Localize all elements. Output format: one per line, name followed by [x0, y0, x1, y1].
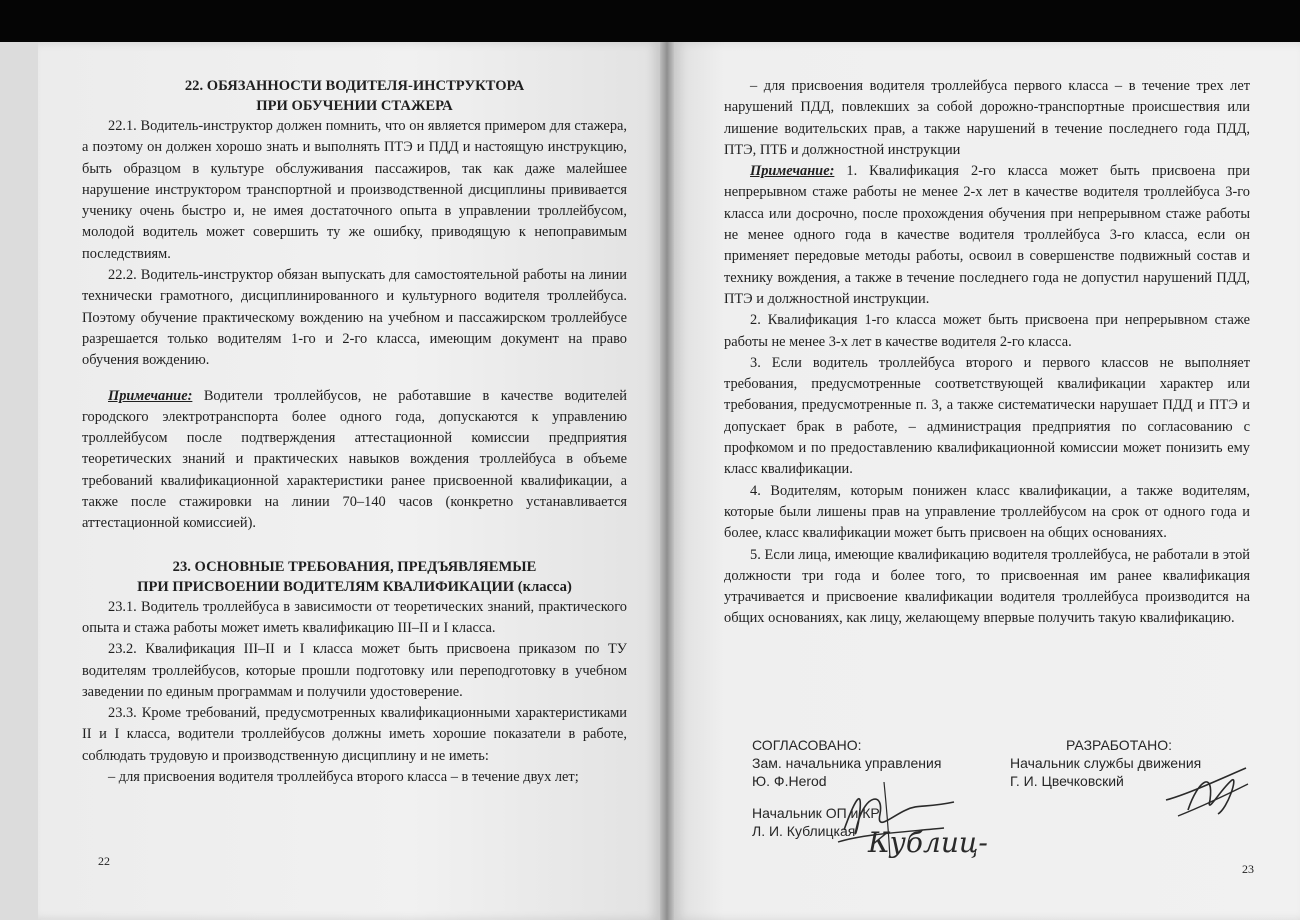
note-item-2: 2. Квалификация 1-го класса может быть присвоена при непрерывном стаже работы не менее 3-х лет в качестве водителя 2-го класса. — [724, 312, 1250, 350]
right-text-column — [724, 76, 1250, 630]
left-page — [38, 42, 660, 920]
note-item-3: 3. Если водитель троллейбуса второго и первого классов не выполняет требования, предусмотренные соответствующей квалификации характер или требования, предусмотренные п. 3, а также систематически нарушает ПДД и ПТЭ и допускает брак в работе, – администрация предприятия по согласованию с профкомом и по предоставлению квалификационной комиссии может понизить ему класс квалификации. — [724, 354, 1250, 478]
developed-name: Г. И. Цвечковский — [1010, 773, 1124, 789]
note-text-left: Водители троллейбусов, не работавшие в качестве водителей городского электротранспорта более одного года, допускаются к управлению троллейбусом после подтверждения аттестационной комиссии предприятия теоретических знаний и практических навыков вождения троллейбуса в объеме требований квалификационной характеристики ранее присвоенной квалификации, а также после стажировки на линии 70–140 часов (конкретно устанавливается аттестационной комиссией). — [82, 387, 627, 532]
note-paragraph-left — [82, 386, 627, 535]
page-number-left: 22 — [98, 854, 110, 868]
note-text-right: 1. Квалификация 2-го класса может быть присвоена при непрерывном стаже работы не менее 2-х лет в качестве водителя троллейбуса 3-го класса или досрочно, после прохождения обучения при непрерывном стаже работы не менее одного года в качестве водителя троллейбуса 3-го класса, если он применяет передовые методы работы, освоил в совершенстве подвижный состав и технику вождения, а также в течение последнего года не допустил нарушений ПДД, ПТЭ и должностной инструкции. — [724, 163, 1250, 307]
paragraph-23-3: 23.3. Кроме требований, предусмотренных квалификационными характеристиками II и I класса, водители троллейбусов должны иметь хорошие показатели в работе, соблюдать трудовую и производственную дисциплину и не иметь: — [82, 705, 627, 764]
page-number-right: 23 — [1242, 862, 1254, 876]
dash-item-first-class: – для присвоения водителя троллейбуса первого класса – в течение трех лет нарушений ПДД, повлекших за собой дорожно-транспортные происшествия или лишение водительских прав, а также нарушений в течение последнего года ПДД, ПТЭ, ПТБ и должностной инструкции — [724, 78, 1250, 158]
section-22-title-line-2: ПРИ ОБУЧЕНИИ СТАЖЕРА — [256, 98, 453, 114]
handwritten-kublitskaya: Кублиц- — [868, 826, 988, 859]
op-name: Л. И. Кублицкая — [752, 823, 856, 839]
agreed-position: Зам. начальника управления — [752, 755, 942, 771]
book-gutter — [660, 42, 674, 920]
dash-item-second-class: – для присвоения водителя троллейбуса второго класса – в течение двух лет; — [108, 769, 579, 786]
agreed-name: Ю. Ф.Herod — [752, 773, 827, 789]
paragraph-22-1: 22.1. Водитель-инструктор должен помнить, что он является примером для стажера, а поэтому он должен хорошо знать и выполнять ПТЭ и ПДД и настоящую инструкцию, быть образцом в культуре обслуживания пассажиров, так как даже малейшее нарушение инструктором транспортной и производственной дисциплины прививается ученику очень быстро и, не имея достаточного опыта в управлении троллейбусом, молодой водитель может совершить ту же ошибку, приводящую к непоправимым последствиям. — [82, 118, 627, 262]
section-22-title-line-1: 22. ОБЯЗАННОСТИ ВОДИТЕЛЯ-ИНСТРУКТОРА — [184, 78, 525, 94]
note-paragraph-right — [724, 161, 1250, 310]
left-text-column — [82, 76, 627, 788]
agreed-label: СОГЛАСОВАНО: — [752, 737, 862, 753]
signature-scrawl-kublitskaya — [864, 820, 1054, 870]
developed-label: РАЗРАБОТАНО: — [1066, 737, 1173, 753]
paragraph-23-2: 23.2. Квалификация III–II и I класса может быть присвоена приказом по ТУ водителям троллейбусов, которые прошли подготовку или переподготовку в учебном заведении по единым программам и получили удостоверение. — [82, 641, 627, 700]
note-label-right: Примечание: — [750, 163, 835, 180]
signature-scrawl-tsvechkovsky — [1158, 750, 1258, 830]
paragraph-23-1: 23.1. Водитель троллейбуса в зависимости от теоретических знаний, практического опыта и стажа работы может иметь квалификацию III–II и I класса. — [82, 598, 627, 636]
note-label-left: Примечание: — [108, 387, 193, 404]
section-23-title-line-1: 23. ОСНОВНЫЕ ТРЕБОВАНИЯ, ПРЕДЪЯВЛЯЕМЫЕ — [172, 558, 537, 575]
right-page — [674, 42, 1300, 920]
paragraph-22-2: 22.2. Водитель-инструктор обязан выпускать для самостоятельной работы на линии технически грамотного, дисциплинированного и культурного водителя троллейбуса. Поэтому обучение практическому вождению на учебном и пассажирском троллейбусе разрешается только водителям 1-го и 2-го класса, имеющим документ на право обучения вождению. — [82, 267, 627, 369]
section-23-title-line-2: ПРИ ПРИСВОЕНИИ ВОДИТЕЛЯМ КВАЛИФИКАЦИИ (класса) — [137, 578, 572, 595]
developed-position: Начальник службы движения — [1010, 755, 1202, 771]
note-item-5: 5. Если лица, имеющие квалификацию водителя троллейбуса, не работали в этой должности три года и более того, то присвоенная им ранее квалификация утрачивается и присвоение квалификации водителя троллейбуса производится на общих основаниях, как лицу, желающему впервые получить такую квалификацию. — [724, 546, 1250, 627]
op-position: Начальник ОП и КР — [752, 805, 880, 821]
note-item-4: 4. Водителям, которым понижен класс квалификации, а также водителям, которые были лишены прав на управление троллейбусом на срок от одного года и более, класс квалификации может быть присвоен на общих основаниях. — [724, 482, 1250, 542]
scan-top-band — [0, 0, 1300, 42]
